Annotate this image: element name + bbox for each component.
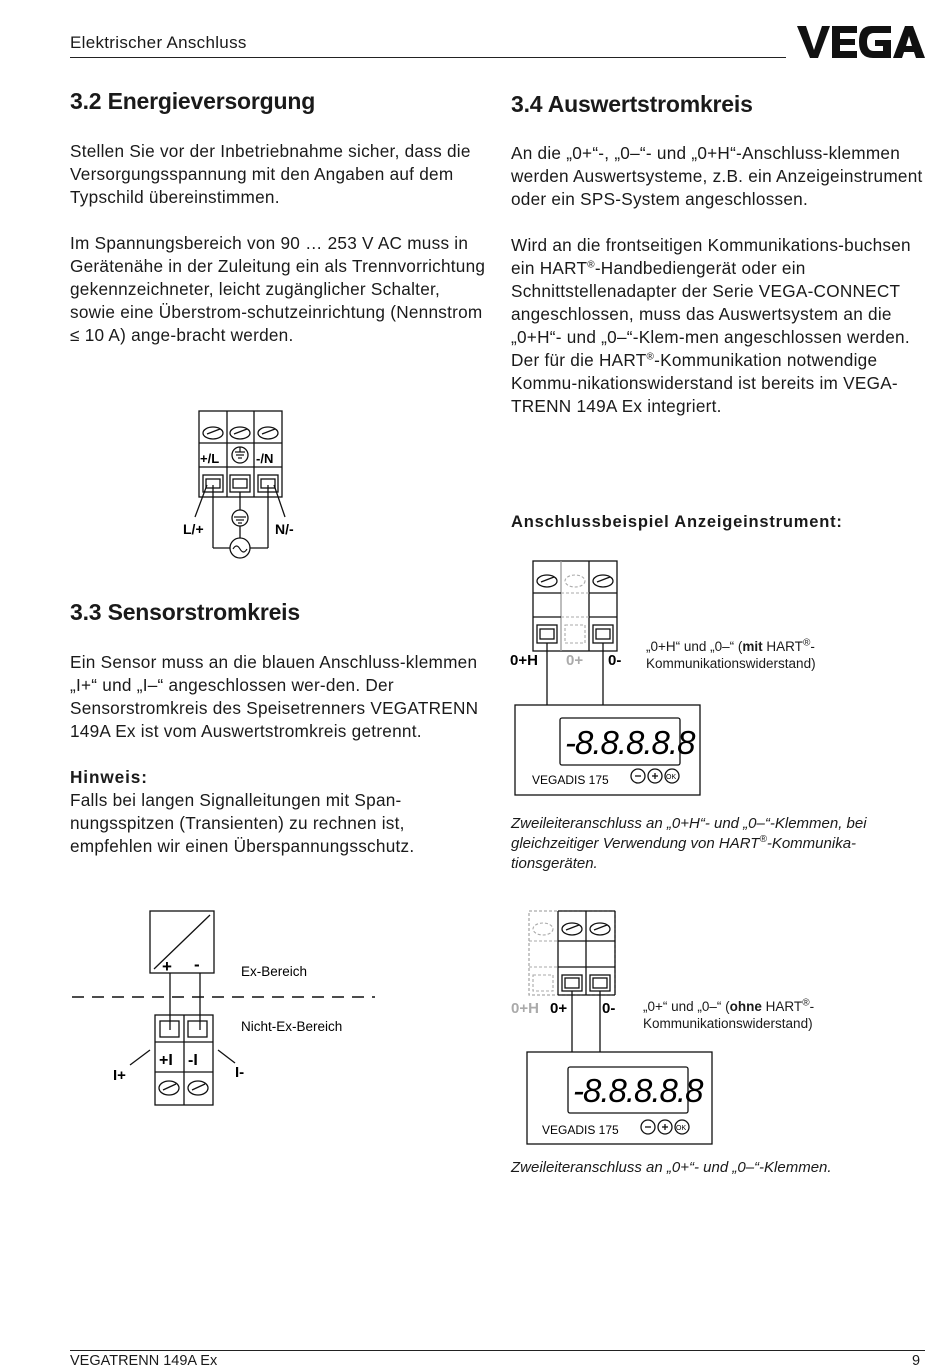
terminal-label: +I [159,1052,173,1069]
seven-segment-display: -8.8.8.8.8 [565,724,695,761]
power-terminal-diagram [175,405,315,565]
header-rule [70,57,786,58]
wiring-note-hart: „0+H“ und „0–“ (mit HART®- Kommunikationswiderstand) [646,637,816,671]
seven-segment-display: -8.8.8.8.8 [573,1072,703,1109]
terminal-label-0minus: 0- [602,1000,616,1017]
paragraph: Im Spannungsbereich von 90 … 253 V AC muss in Gerätenähe in der Zuleitung ein als Trennvorrichtung gekennzeichneter, leicht zugänglicher Schalter, sowie eine Überstrom-schutzeinrichtung (Nennstrom ≤ 10 A) ange-bracht werden. [70,233,486,345]
wire-label: N/- [275,521,294,537]
terminal-label-0plus: 0+ [566,652,584,669]
display-wiring-diagram-hart [505,555,715,800]
sensor-minus: - [194,955,200,974]
running-header: Elektrischer Anschluss [70,33,247,52]
paragraph: An die „0+“-, „0–“- und „0+H“-Anschluss-klemmen werden Auswertsysteme, z.B. ein Anzeigeinstrument oder ein SPS-System angeschlossen. [511,143,923,209]
note-text: Falls bei langen Signalleitungen mit Span-nungsspitzen (Transienten) zu rechnen ist, empfehlen wir einen Überspannungsschutz. [70,790,415,856]
non-ex-area-label: Nicht-Ex-Bereich [241,1019,343,1034]
terminal-label-0minus: 0- [608,652,622,669]
device-label: VEGADIS 175 [532,773,609,787]
wiring-note-no-hart: „0+“ und „0–“ (ohne HART®- Kommunikationswiderstand) [643,997,815,1031]
figure-caption: Zweileiteranschluss an „0+H“- und „0–“-Klemmen, bei gleichzeitiger Verwendung von HART®-Kommunika-tionsgeräten. [511,815,867,872]
terminal-label: +/L [200,451,220,466]
figure-caption: Zweileiteranschluss an „0+“- und „0–“-Klemmen. [511,1159,832,1176]
heading-auswertstromkreis: 3.4 Auswertstromkreis [511,91,753,117]
heading-energieversorgung: 3.2 Energieversorgung [70,88,316,114]
paragraph: Wird an die frontseitigen Kommunikations-buchsen ein HART®-Handbediengerät oder ein Schnittstellenadapter der Serie VEGA-CONNECT angeschlossen, muss das Auswertsystem an die „0+H“- und „0–“-Klem-men angeschlossen werden. Der für die HART®-Kommunikation notwendige Kommu-nikationswiderstand ist bereits im VEGA-TRENN 149A Ex integriert. [511,235,911,416]
paragraph: Stellen Sie vor der Inbetriebnahme sicher, dass die Versorgungsspannung mit den Angaben auf dem Typschild übereinstimmen. [70,141,471,207]
terminal-label: -/N [256,451,274,466]
ok-button-label: OK [676,1125,687,1132]
footer-product: VEGATRENN 149A Ex [70,1353,218,1369]
device-label: VEGADIS 175 [542,1123,619,1137]
terminal-label-0h: 0+H [511,1000,539,1017]
wire-label: L/+ [183,521,204,537]
paragraph: Ein Sensor muss an die blauen Anschluss-klemmen „I+“ und „I–“ angeschlossen wer-den. Der Sensorstromkreis des Speisetrenners VEGATRENN 149A Ex ist vom Auswertstromkreis getrennt. [70,652,479,741]
ok-button-label: OK [666,774,677,781]
vega-logo [797,24,925,60]
ex-area-label: Ex-Bereich [241,964,308,979]
page-number: 9 [912,1353,921,1369]
terminal-label-0h: 0+H [510,652,538,669]
wire-label: I- [235,1064,245,1081]
terminal-label-0plus: 0+ [550,1000,568,1017]
sensor-plus: + [162,957,172,976]
heading-sensorstromkreis: 3.3 Sensorstromkreis [70,599,300,625]
sensor-circuit-diagram [70,905,390,1110]
wire-label: I+ [113,1067,126,1084]
terminal-label: -I [188,1052,198,1069]
example-heading: Anschlussbeispiel Anzeigeinstrument: [511,513,843,531]
footer-rule [70,1350,925,1351]
note-title: Hinweis: [70,767,148,787]
